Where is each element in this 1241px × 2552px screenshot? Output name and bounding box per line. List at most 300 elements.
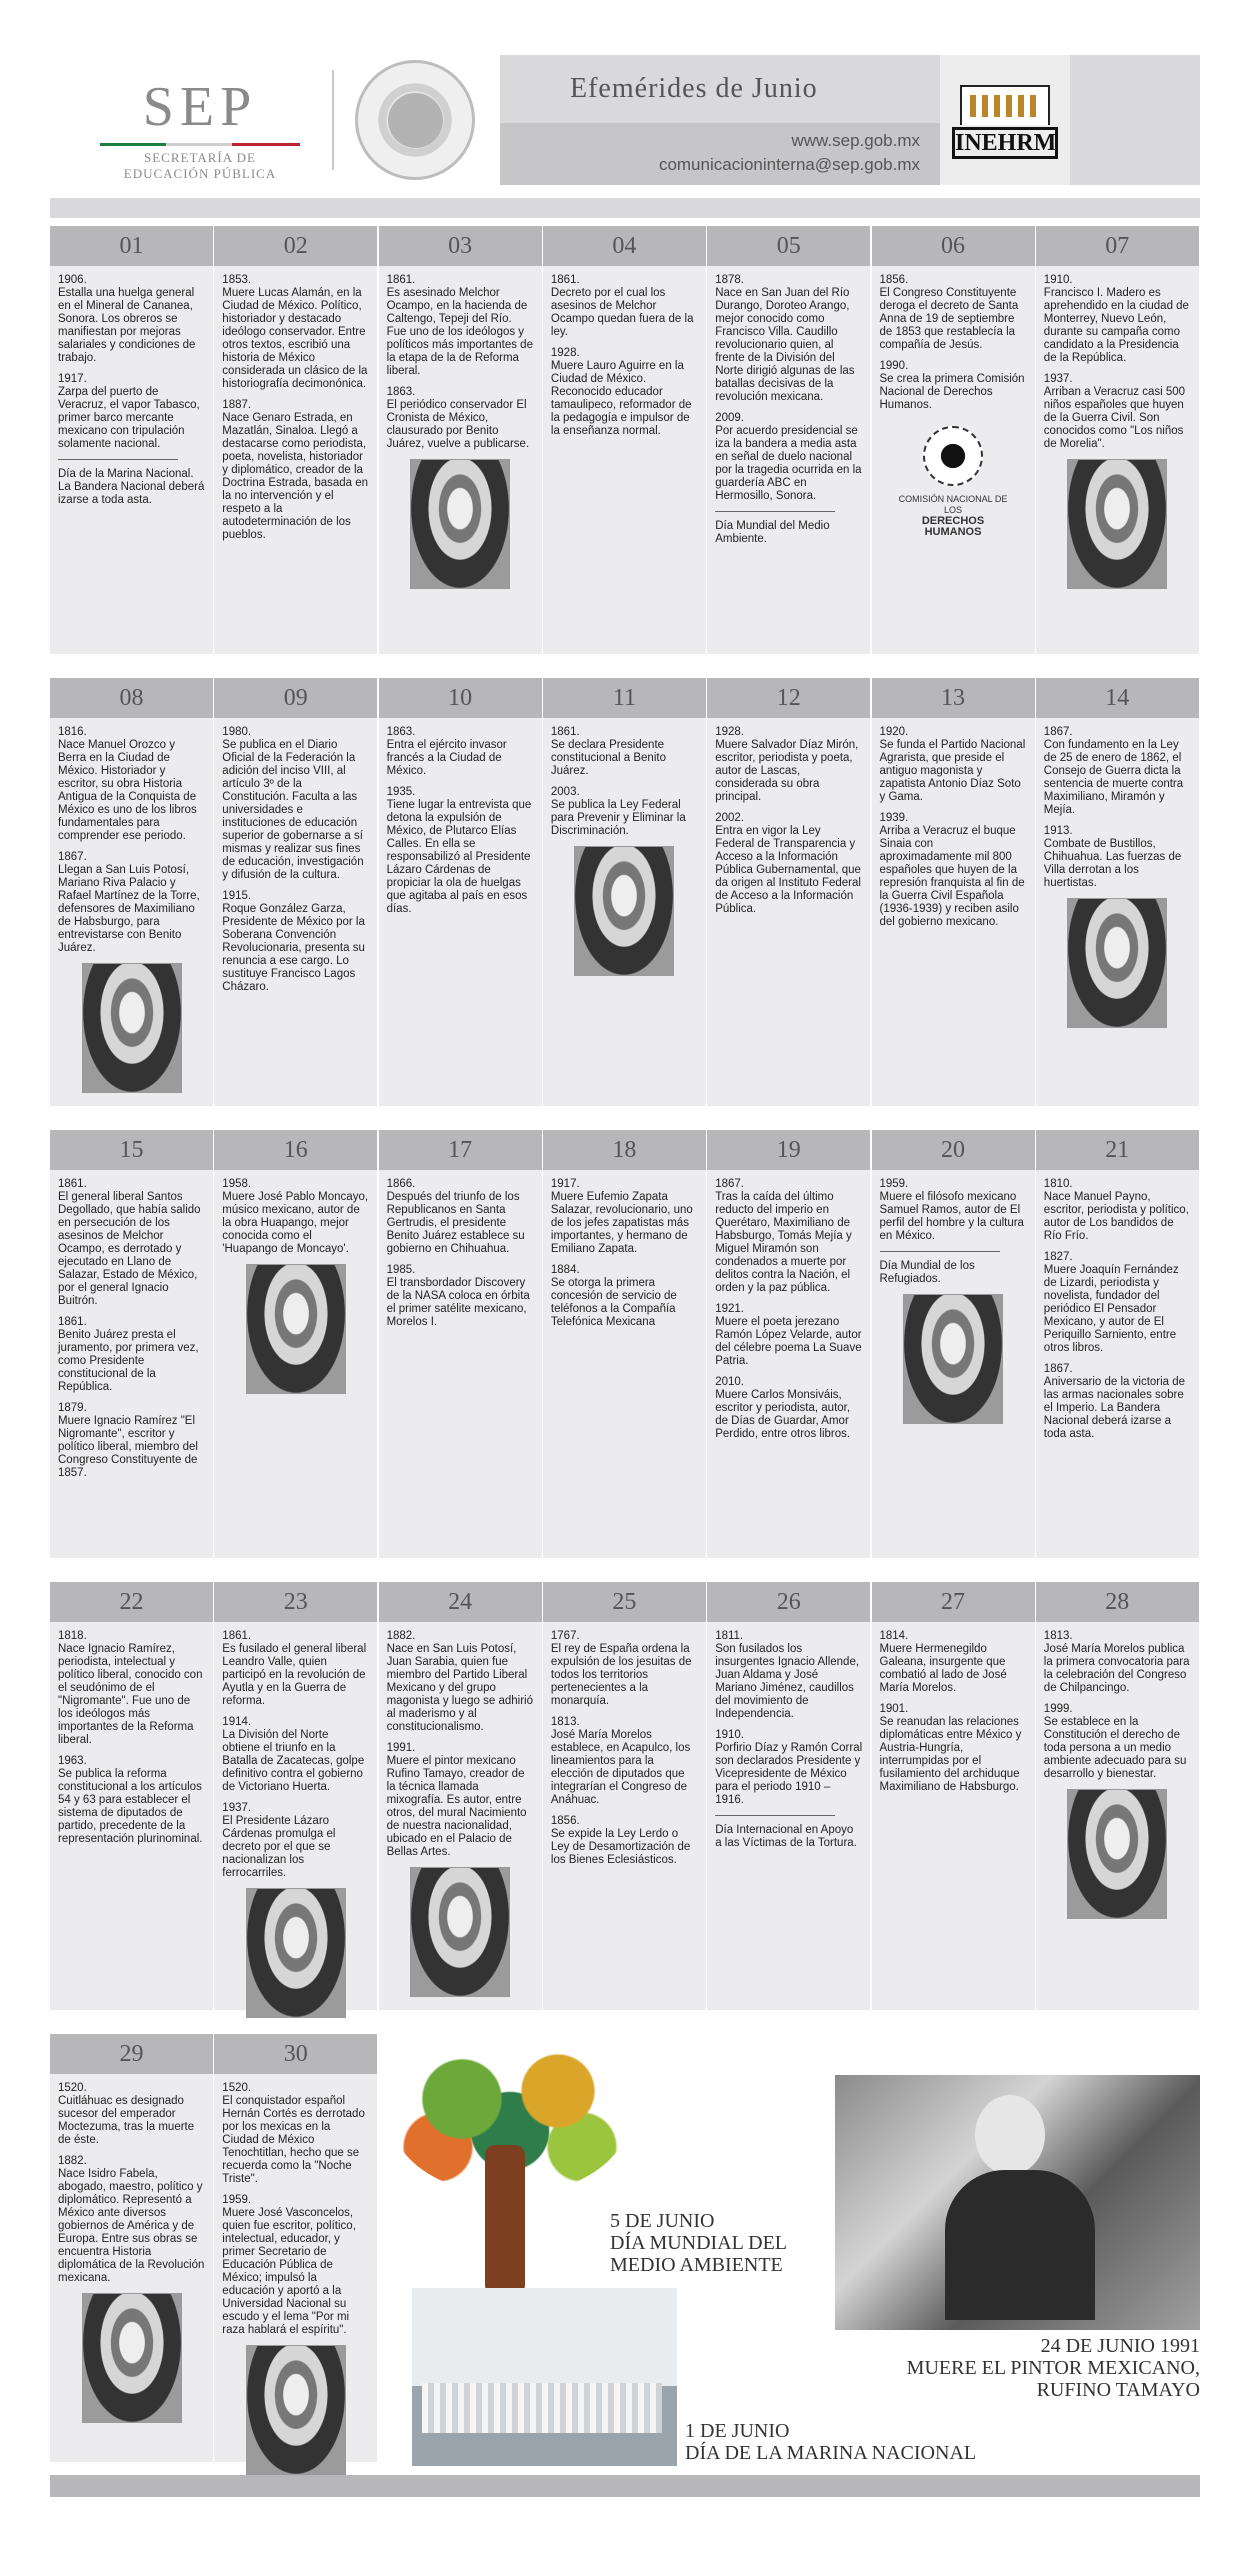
day-entries	[543, 1170, 706, 1329]
day-entry	[551, 1178, 698, 1256]
entry-text: El transbordador Discovery de la NASA coloca en órbita el primer satélite mexicano, Morelos I.	[386, 1277, 530, 1328]
entry-text: El periódico conservador El Cronista de México, clausurado por Benito Juárez, vuelve a publicarse.	[386, 399, 530, 450]
entry-text: Nace Isidro Fabela, abogado, maestro, político y diplomático. Representó a México ante diversos gobiernos de América y de Europa. Entre sus obras se encuentra Historia diplomática de la Revolución mexicana.	[58, 2168, 205, 2284]
day-number: 04	[543, 226, 706, 266]
entry-year: 1913.	[1043, 825, 1073, 837]
entry-year: 1856.	[550, 1815, 580, 1827]
day-entry	[880, 1630, 1027, 1695]
entry-text: Francisco I. Madero es aprehendido en la ciudad de Monterrey, Nuevo León, durante su campaña como candidato a la Presidencia de la República.	[1043, 287, 1189, 364]
entry-year: 1959.	[879, 1178, 909, 1190]
day-entry	[715, 812, 862, 916]
entry-text: Entra en vigor la Ley Federal de Transparencia y Acceso a la Información Pública Gubernamental, que da origen al Instituto Federal de Acceso a la Información Pública.	[715, 825, 861, 915]
day-entry	[715, 1376, 862, 1441]
inehrm-logo-text: INEHRM	[952, 127, 1058, 159]
day-cell-06	[872, 226, 1035, 654]
entry-text: Se publica la reforma constitucional a los artículos 54 y 63 para establecer el sistema de diputados de partido, precedente de la representación plurinominal.	[58, 1768, 203, 1845]
day-number: 13	[872, 678, 1035, 718]
top-divider-bar	[50, 198, 1200, 218]
note-divider	[58, 459, 178, 460]
entry-text: Se reanudan las relaciones diplomáticas entre México y Austria-Hungría, interrumpidas por el fusilamiento del archiduque Maximiliano de Habsburgo.	[879, 1716, 1022, 1793]
entry-text: José María Morelos publica la primera convocatoria para la celebración del Congreso de Chilpancingo.	[1043, 1643, 1190, 1694]
sep-subtitle-1: SECRETARÍA DE	[144, 150, 256, 165]
entry-text: Cuitláhuac es designado sucesor del emperador Moctezuma, tras la muerte de éste.	[58, 2095, 195, 2146]
entry-year: 1884.	[550, 1264, 580, 1276]
day-entry	[387, 786, 534, 916]
entry-text: Día de la Marina Nacional. La Bandera Nacional deberá izarse a toda asta.	[58, 468, 205, 506]
entry-year: 1910.	[715, 1729, 744, 1741]
entry-year: 2003.	[550, 786, 580, 798]
day-cell-24	[379, 1582, 542, 2010]
entry-year: 1937.	[1043, 373, 1073, 385]
portrait-photo	[1067, 1789, 1167, 1919]
day-cell-23	[214, 1582, 377, 2010]
entry-text: El Presidente Lázaro Cárdenas promulga el decreto por el que se nacionalizan los ferrocarriles.	[222, 1815, 336, 1879]
day-entry	[1044, 373, 1191, 451]
entry-year: 1999.	[1043, 1703, 1073, 1715]
entry-year: 1914.	[222, 1716, 252, 1728]
entry-year: 1990.	[879, 360, 909, 372]
portrait-photo	[1067, 898, 1167, 1028]
entry-text: Muere José Pablo Moncayo, músico mexicano, autor de la obra Huapango, mejor conocida como el 'Huapango de Moncayo'.	[222, 1191, 369, 1255]
entry-year: 1928.	[715, 726, 744, 738]
tamayo-caption-line-2: MUERE EL PINTOR MEXICANO,	[906, 2357, 1200, 2379]
day-cell-04	[543, 226, 706, 654]
entry-text: Se establece en la Constitución el derecho de toda persona a un medio ambiente adecuado para su desarrollo y bienestar.	[1043, 1716, 1187, 1780]
entry-text: Es asesinado Melchor Ocampo, en la hacienda de Caltengo, Tepeji del Río. Fue uno de los ideólogos y políticos más importantes de la etapa de la de Reforma liberal.	[386, 287, 533, 377]
entry-year: 1958.	[222, 1178, 252, 1190]
cndh-logo-line-1: COMISIÓN NACIONAL DE LOS	[898, 494, 1008, 515]
entry-year: 1882.	[386, 1630, 416, 1642]
day-entry	[222, 1716, 369, 1794]
day-number: 18	[543, 1130, 706, 1170]
entry-text: Muere Carlos Monsiváis, escritor y periodista, autor, de Días de Guardar, Amor Perdido, entre otros libros.	[715, 1389, 851, 1440]
entry-year: 2009.	[715, 412, 744, 424]
day-entries	[214, 266, 377, 542]
entry-text: Combate de Bustillos, Chihuahua. Las fuerzas de Villa derrotan a los huertistas.	[1043, 838, 1182, 889]
entry-text: Zarpa del puerto de Veracruz, el vapor Tabasco, primer barco mercante mexicano con tripulación solamente nacional.	[58, 386, 200, 450]
entry-year: 1959.	[222, 2194, 252, 2206]
entry-text: Muere José Vasconcelos, quien fue escritor, político, intelectual, educador, y primer Secretario de Educación Pública de México; impulsó la educación y aportó a la Universidad Nacional su escudo y el lema "Por mi raza hablará el espíritu".	[222, 2207, 356, 2336]
entry-text: Por acuerdo presidencial se iza la bandera a media asta en señal de duelo nacional por la tragedia ocurrida en la guardería ABC en Hermosillo, Sonora.	[715, 425, 862, 502]
day-cell-22	[50, 1582, 213, 2010]
day-number: 15	[50, 1130, 213, 1170]
day-entry	[1044, 1703, 1191, 1781]
day-entry	[58, 274, 205, 365]
day-cell-30	[214, 2034, 377, 2462]
entry-text: Nace Ignacio Ramírez, periodista, intelectual y político liberal, conocido con el seudónimo de el "Nigromante". Fue uno de los ideólogos más importantes de la Reforma liberal.	[58, 1643, 203, 1746]
entry-year: 1861.	[222, 1630, 252, 1642]
day-entry	[222, 1802, 369, 1880]
entry-text: Roque González Garza, Presidente de México por la Soberana Convención Revolucionaria, presenta su renuncia a ese cargo. Lo sustituye Francisco Lagos Cházaro.	[222, 903, 365, 993]
entry-year: 2002.	[715, 812, 744, 824]
day-cell-15	[50, 1130, 213, 1558]
entry-text: Después del triunfo de los Republicanos en Santa Gertrudis, el presidente Benito Juárez establece su gobierno en Chihuahua.	[386, 1191, 525, 1255]
day-entries	[543, 718, 706, 976]
day-entries	[379, 718, 542, 916]
portrait-photo	[246, 2345, 346, 2475]
day-number: 22	[50, 1582, 213, 1622]
day-cell-09	[214, 678, 377, 1106]
entry-text: José María Morelos establece, en Acapulco, los lineamientos para la elección de diputados que integrarían el Congreso de Anáhuac.	[550, 1729, 691, 1806]
day-entries	[872, 1170, 1035, 1424]
entry-year: 1920.	[879, 726, 909, 738]
day-number: 03	[379, 226, 542, 266]
raised-hand-icon	[923, 426, 983, 486]
day-entry	[58, 1630, 205, 1747]
entry-text: Son fusilados los insurgentes Ignacio Allende, Juan Aldama y José Mariano Jiménez, caudillos del movimiento de Independencia.	[715, 1643, 860, 1720]
day-cell-11	[543, 678, 706, 1106]
day-entry	[58, 1316, 205, 1394]
day-cell-17	[379, 1130, 542, 1558]
day-entry	[58, 1402, 205, 1480]
day-number: 07	[1036, 226, 1199, 266]
entry-year: 1861.	[550, 274, 580, 286]
day-cell-13	[872, 678, 1035, 1106]
entry-year: 1827.	[1043, 1251, 1073, 1263]
entry-year: 1867.	[1043, 1363, 1073, 1375]
entry-text: Es fusilado el general liberal Leandro Valle, quien participó en la revolución de Ayutla y en la Guerra de reforma.	[222, 1643, 367, 1707]
day-entries	[379, 1170, 542, 1329]
day-entries	[379, 266, 542, 589]
day-entry	[387, 386, 534, 451]
environment-day-caption	[610, 2210, 787, 2276]
day-number: 12	[707, 678, 870, 718]
day-entry	[1044, 274, 1191, 365]
day-entry	[551, 726, 698, 778]
day-cell-25	[543, 1582, 706, 2010]
sep-logo	[60, 55, 340, 185]
day-entry	[715, 274, 862, 404]
entry-year: 1991.	[386, 1742, 416, 1754]
entry-text: Se funda el Partido Nacional Agrarista, que preside el antiguo magonista y zapatista Antonio Díaz Soto y Gama.	[879, 739, 1026, 803]
entry-year: 1863.	[386, 726, 416, 738]
day-cell-14	[1036, 678, 1199, 1106]
env-caption-line-3: MEDIO AMBIENTE	[610, 2254, 783, 2276]
env-caption-line-2: DÍA MUNDIAL DEL	[610, 2232, 788, 2254]
entry-text: Tras la caída del último reducto del imperio en Querétaro, Maximiliano de Habsburgo, Tomás Mejía y Miguel Miramón son condenados a muerte por delitos contra la Nación, el orden y la paz pública.	[715, 1191, 852, 1294]
day-entry	[222, 2082, 369, 2186]
day-entry	[551, 274, 698, 339]
day-number: 26	[707, 1582, 870, 1622]
entry-year: 1867.	[1043, 726, 1073, 738]
day-entry	[880, 726, 1027, 804]
entry-year: 1917.	[550, 1178, 580, 1190]
day-entries	[50, 1170, 213, 1480]
entry-text: Muere Salvador Díaz Mirón, escritor, periodista y poeta, autor de Lascas, considerada su obra principal.	[715, 739, 859, 803]
entry-text: Día Mundial del Medio Ambiente.	[715, 520, 830, 545]
day-number: 08	[50, 678, 213, 718]
day-entry	[1044, 825, 1191, 890]
day-cell-10	[379, 678, 542, 1106]
entry-year: 1866.	[386, 1178, 416, 1190]
entry-text: Aniversario de la victoria de las armas nacionales sobre el Imperio. La Bandera Nacional deberá izarse a toda asta.	[1043, 1376, 1186, 1440]
day-entries	[1036, 1170, 1199, 1441]
day-entry	[58, 2155, 205, 2285]
day-number: 06	[872, 226, 1035, 266]
entry-year: 1915.	[222, 890, 252, 902]
entry-year: 1917.	[58, 373, 87, 385]
entry-text: Muere Lauro Aguirre en la Ciudad de México. Reconocido educador tamaulipeco, reformador de la pedagogía e impulsor de la enseñanza normal.	[550, 360, 692, 437]
inehrm-logo	[952, 85, 1058, 165]
entry-year: 1921.	[715, 1303, 744, 1315]
day-number: 02	[214, 226, 377, 266]
day-entries	[1036, 266, 1199, 589]
day-entry	[880, 360, 1027, 412]
day-entries	[214, 1622, 377, 2018]
entry-text: El conquistador español Hernán Cortés es derrotado por los mexicas en la Ciudad de México Tenochtitlan, hecho que se recuerda como la "Noche Triste".	[222, 2095, 365, 2185]
entry-text: Se crea la primera Comisión Nacional de Derechos Humanos.	[879, 373, 1025, 411]
entry-year: 1985.	[386, 1264, 416, 1276]
day-entry	[222, 726, 369, 882]
national-seal-icon	[355, 60, 475, 180]
entry-year: 1816.	[58, 726, 87, 738]
entry-text: Muere Eufemio Zapata Salazar, revolucionario, uno de los jefes zapatistas más importantes, y hermano de Emiliano Zapata.	[550, 1191, 693, 1255]
day-entry	[387, 1264, 534, 1329]
bottom-divider-bar	[50, 2475, 1200, 2497]
day-entries	[50, 266, 213, 507]
day-number: 23	[214, 1582, 377, 1622]
day-entry	[551, 1815, 698, 1867]
entry-text: Con fundamento en la Ley de 25 de enero de 1862, el Consejo de Guerra dicta la sentencia de muerte contra Maximiliano, Miramón y Mejía.	[1043, 739, 1184, 816]
day-entry	[1044, 1630, 1191, 1695]
entry-year: 1810.	[1043, 1178, 1073, 1190]
portrait-photo	[410, 1867, 510, 1997]
day-entries	[50, 718, 213, 1093]
day-entries	[872, 1622, 1035, 1794]
day-cell-26	[707, 1582, 870, 2010]
day-cell-12	[707, 678, 870, 1106]
entry-year: 1980.	[222, 726, 252, 738]
day-entry	[222, 1630, 369, 1708]
entry-text: Benito Juárez presta el juramento, por primera vez, como Presidente constitucional de la República.	[58, 1329, 199, 1393]
day-entry	[880, 812, 1027, 929]
day-number: 09	[214, 678, 377, 718]
tree-trunk-icon	[485, 2145, 525, 2295]
entry-year: 2010.	[715, 1376, 744, 1388]
entry-text: Porfirio Díaz y Ramón Corral son declarados Presidente y Vicepresidente de México para el periodo 1910 – 1916.	[715, 1742, 863, 1806]
entry-text: Día Internacional en Apoyo a las Víctimas de la Tortura.	[715, 1824, 857, 1849]
day-entries	[214, 2074, 377, 2475]
day-entries	[214, 718, 377, 994]
day-entry	[715, 520, 862, 546]
entry-text: Muere el poeta jerezano Ramón López Velarde, autor del célebre poema La Suave Patria.	[715, 1316, 862, 1367]
day-entries	[379, 1622, 542, 1997]
day-cell-18	[543, 1130, 706, 1558]
note-divider	[880, 1251, 1000, 1252]
entry-year: 1910.	[1043, 274, 1073, 286]
page-title: Efemérides de Junio	[500, 55, 940, 123]
day-cell-01	[50, 226, 213, 654]
day-entry	[551, 1630, 698, 1708]
entry-text: Día Mundial de los Refugiados.	[879, 1260, 975, 1285]
portrait-photo	[574, 846, 674, 976]
day-entry	[387, 1742, 534, 1859]
day-cell-28	[1036, 1582, 1199, 2010]
entry-text: Se declara Presidente constitucional a Benito Juárez.	[550, 739, 666, 777]
day-cell-07	[1036, 226, 1199, 654]
day-entry	[58, 468, 205, 507]
day-number: 10	[379, 678, 542, 718]
entry-year: 1937.	[222, 1802, 252, 1814]
website-link[interactable]: www.sep.gob.mx	[791, 131, 920, 150]
cndh-logo	[893, 426, 1013, 536]
tamayo-caption	[900, 2335, 1200, 2401]
email-link[interactable]: comunicacioninterna@sep.gob.mx	[658, 155, 920, 174]
day-number: 16	[214, 1130, 377, 1170]
entry-text: Muere Ignacio Ramírez "El Nigromante", escritor y político liberal, miembro del Congreso Constituyente de 1857.	[58, 1415, 198, 1479]
entry-year: 1879.	[58, 1402, 87, 1414]
portrait-photo	[246, 1264, 346, 1394]
entry-year: 1928.	[550, 347, 580, 359]
entry-year: 1767.	[550, 1630, 580, 1642]
day-entry	[387, 1178, 534, 1256]
day-cell-08	[50, 678, 213, 1106]
day-number: 25	[543, 1582, 706, 1622]
day-entry	[58, 1178, 205, 1308]
day-entries	[707, 718, 870, 916]
entry-year: 1906.	[58, 274, 87, 286]
entry-year: 1814.	[879, 1630, 909, 1642]
day-cell-03	[379, 226, 542, 654]
entry-year: 1882.	[58, 2155, 87, 2167]
day-entries	[50, 2074, 213, 2423]
entry-year: 1853.	[222, 274, 252, 286]
day-number: 28	[1036, 1582, 1199, 1622]
day-entries	[543, 1622, 706, 1867]
day-number: 24	[379, 1582, 542, 1622]
inehrm-logo-box	[940, 55, 1070, 185]
cndh-logo-text	[893, 494, 1013, 538]
entry-year: 1811.	[715, 1630, 744, 1642]
header-divider	[332, 70, 334, 170]
entry-text: El general liberal Santos Degollado, que había salido en persecución de los asesinos de Melchor Ocampo, es derrotado y ejecutado en Llano de Salazar, Estado de México, por el general Ignacio Buitrón.	[58, 1191, 201, 1307]
sep-logo-text: SEP	[142, 76, 258, 138]
day-number: 05	[707, 226, 870, 266]
day-entry	[58, 2082, 205, 2147]
day-cell-21	[1036, 1130, 1199, 1558]
day-number: 27	[872, 1582, 1035, 1622]
day-entry	[58, 373, 205, 451]
entry-year: 1867.	[715, 1178, 744, 1190]
day-entry	[222, 2194, 369, 2337]
entry-year: 1813.	[550, 1716, 580, 1728]
day-entry	[551, 1264, 698, 1329]
day-entry	[551, 786, 698, 838]
entry-text: Tiene lugar la entrevista que detona la expulsión de México, de Plutarco Elías Calles. En ella se responsabilizó al Presidente Lázaro Cárdenas de propiciar la ola de huelgas que agitaba al país en esos días.	[386, 799, 532, 915]
note-divider	[715, 1815, 835, 1816]
sep-subtitle-2: EDUCACIÓN PÚBLICA	[123, 166, 277, 181]
day-cell-27	[872, 1582, 1035, 2010]
entry-year: 1520.	[58, 2082, 87, 2094]
env-caption-line-1: 5 DE JUNIO	[610, 2210, 715, 2232]
entry-text: Muere Hermenegildo Galeana, insurgente que combatió al lado de José María Morelos.	[879, 1643, 1007, 1694]
navy-caption-line-1: 1 DE JUNIO	[685, 2420, 790, 2442]
day-entries	[1036, 718, 1199, 1028]
day-entries	[1036, 1622, 1199, 1919]
day-entries	[543, 266, 706, 438]
entry-text: La División del Norte obtiene el triunfo en la Batalla de Zacatecas, golpe definitivo contra el gobierno de Victoriano Huerta.	[222, 1729, 365, 1793]
sep-color-bar	[100, 143, 300, 146]
day-cell-05	[707, 226, 870, 654]
day-entries	[707, 1622, 870, 1850]
day-entry	[715, 1630, 862, 1721]
entry-text: Entra el ejército invasor francés a la Ciudad de México.	[386, 739, 507, 777]
entry-text: Nace Genaro Estrada, en Mazatlán, Sinaloa. Llegó a destacarse como periodista, poeta, novelista, historiador y diplomático, creador de la Doctrina Estrada, basada en la no intervención y el respeto a la autodeterminación de los pueblos.	[222, 412, 369, 541]
day-entry	[715, 1729, 862, 1807]
day-entry	[222, 274, 369, 391]
day-entries	[50, 1622, 213, 1846]
entry-year: 1813.	[1043, 1630, 1073, 1642]
entry-text: Se otorga la primera concesión de servicio de teléfonos a la Compañía Telefónica Mexicana	[550, 1277, 677, 1328]
portrait-photo	[246, 1888, 346, 2018]
day-cell-16	[214, 1130, 377, 1558]
entry-text: Llegan a San Luis Potosí, Mariano Riva Palacio y Rafael Martínez de la Torre, defensores de Maximiliano de Habsburgo, para entrevistarse con Benito Juárez.	[58, 864, 200, 954]
entry-text: Muere el filósofo mexicano Samuel Ramos, autor de El perfil del hombre y la cultura en México.	[879, 1191, 1024, 1242]
header-grey-strip	[1070, 55, 1200, 185]
day-entry	[715, 1303, 862, 1368]
day-number: 30	[214, 2034, 377, 2074]
navy-parade-photo	[412, 2288, 677, 2466]
entry-year: 1861.	[386, 274, 416, 286]
day-entries	[707, 1170, 870, 1441]
day-number: 01	[50, 226, 213, 266]
day-entry	[58, 726, 205, 843]
day-entries	[707, 266, 870, 546]
entry-year: 1818.	[58, 1630, 87, 1642]
day-entry	[58, 1755, 205, 1846]
day-entry	[387, 1630, 534, 1734]
entry-year: 1861.	[550, 726, 580, 738]
portrait-photo	[82, 963, 182, 1093]
entry-year: 1856.	[879, 274, 909, 286]
day-entry	[387, 274, 534, 378]
entry-text: Arriba a Veracruz el buque Sinaia con aproximadamente mil 800 españoles que huyen de la represión franquista al fin de la Guerra Civil Española (1936-1939) y reciben asilo del gobierno mexicano.	[879, 825, 1025, 928]
tamayo-caption-line-3: RUFINO TAMAYO	[1036, 2379, 1200, 2401]
entry-year: 1901.	[879, 1703, 909, 1715]
entry-year: 1867.	[58, 851, 87, 863]
portrait-photo	[1067, 459, 1167, 589]
entry-text: Muere el pintor mexicano Rufino Tamayo, creador de la técnica llamada mixografía. Es autor, entre otros, del mural Nacimiento de nuestra nacionalidad, ubicado en el Palacio de Bellas Artes.	[386, 1755, 527, 1858]
note-divider	[715, 511, 835, 512]
day-cell-19	[707, 1130, 870, 1558]
entry-text: Se publica en el Diario Oficial de la Federación la adición del inciso VIII, al artículo 3º de la Constitución. Faculta a las universidades e instituciones de educación superior de gobernarse a sí mismas y realizar sus fines de educación, investigación y difusión de la cultura.	[222, 739, 364, 881]
entry-text: Arriban a Veracruz casi 500 niños españoles que huyen de la Guerra Civil. Son conocidos como "Los niños de Morelia".	[1043, 386, 1186, 450]
entry-text: Muere Lucas Alamán, en la Ciudad de México. Político, historiador y destacado ideólogo conservador. Entre otros textos, escribió una historia de México considerada un clásico de la historiografía decimonónica.	[222, 287, 368, 390]
day-number: 21	[1036, 1130, 1199, 1170]
entry-year: 1520.	[222, 2082, 252, 2094]
day-number: 11	[543, 678, 706, 718]
day-entries	[214, 1170, 377, 1394]
day-entry	[880, 1260, 1027, 1286]
entry-text: Nace en San Juan del Río Durango, Doroteo Arango, mejor conocido como Francisco Villa. Caudillo revolucionario quien, al frente de la División del Norte dirigió algunas de las batallas decisivas de la revolución mexicana.	[715, 287, 855, 403]
day-entry	[880, 1178, 1027, 1243]
day-cell-02	[214, 226, 377, 654]
entry-year: 1863.	[386, 386, 416, 398]
entry-year: 1861.	[58, 1316, 87, 1328]
portrait-photo	[903, 1294, 1003, 1424]
day-number: 19	[707, 1130, 870, 1170]
day-entry	[551, 347, 698, 438]
contact-info	[500, 123, 940, 185]
day-entry	[715, 726, 862, 804]
entry-year: 1861.	[58, 1178, 87, 1190]
entry-text: El Congreso Constituyente deroga el decreto de Santa Anna de 19 de septiembre de 1853 que restablecía la compañía de Jesús.	[879, 287, 1019, 351]
day-entries	[872, 266, 1035, 536]
entry-year: 1935.	[386, 786, 416, 798]
building-icon	[960, 85, 1050, 125]
entry-year: 1878.	[715, 274, 744, 286]
day-entry	[551, 1716, 698, 1807]
